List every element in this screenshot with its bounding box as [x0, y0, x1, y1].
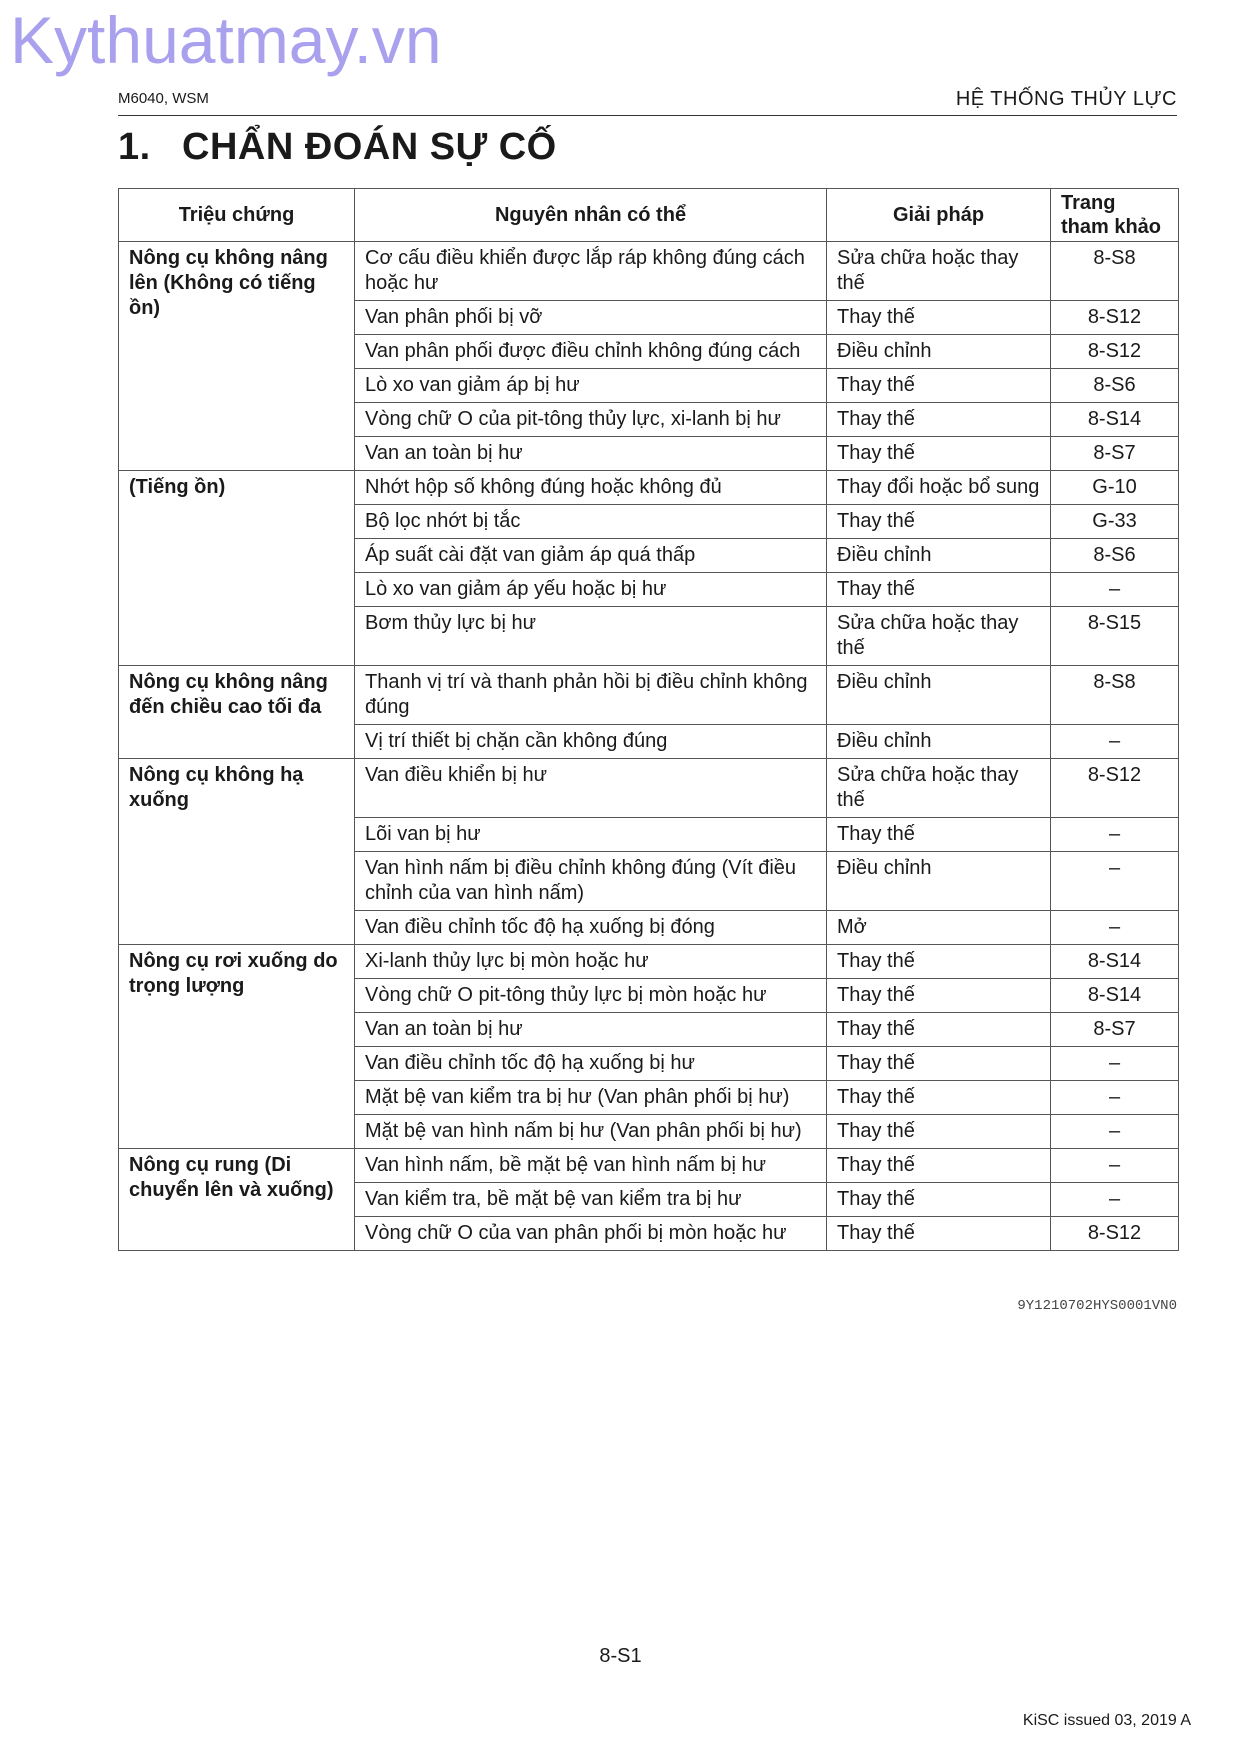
cause-cell: Lõi van bị hư	[355, 818, 827, 852]
page-number: 8-S1	[599, 1645, 642, 1667]
table-row	[119, 945, 1179, 979]
cause-cell: Xi-lanh thủy lực bị mòn hoặc hư	[355, 945, 827, 979]
symptom-cell: Nông cụ không nâng đến chiều cao tối đa	[119, 666, 355, 759]
solution-cell: Điều chỉnh	[827, 852, 1051, 911]
header-solution: Giải pháp	[827, 189, 1051, 242]
symptom-cell: Nông cụ rơi xuống do trọng lượng	[119, 945, 355, 1149]
cause-cell: Bộ lọc nhớt bị tắc	[355, 505, 827, 539]
solution-cell: Thay đổi hoặc bổ sung	[827, 471, 1051, 505]
table-header-row	[119, 189, 1179, 242]
table-row	[119, 242, 1179, 301]
document-code: 9Y1210702HYS0001VN0	[1017, 1298, 1177, 1314]
solution-cell: Thay thế	[827, 979, 1051, 1013]
footer-issue: KiSC issued 03, 2019 A	[1022, 1712, 1191, 1729]
solution-cell: Điều chỉnh	[827, 539, 1051, 573]
cause-cell: Vòng chữ O của pit-tông thủy lực, xi-lanh bị hư	[355, 403, 827, 437]
cause-cell: Van hình nấm bị điều chỉnh không đúng (Vít điều chỉnh của van hình nấm)	[355, 852, 827, 911]
reference-cell: 8-S8	[1051, 666, 1179, 725]
cause-cell: Van an toàn bị hư	[355, 437, 827, 471]
solution-cell: Sửa chữa hoặc thay thế	[827, 242, 1051, 301]
reference-cell: 8-S6	[1051, 369, 1179, 403]
solution-cell: Sửa chữa hoặc thay thế	[827, 759, 1051, 818]
cause-cell: Vòng chữ O của van phân phối bị mòn hoặc hư	[355, 1217, 827, 1251]
cause-cell: Lò xo van giảm áp bị hư	[355, 369, 827, 403]
reference-cell: 8-S15	[1051, 607, 1179, 666]
page-title	[118, 126, 557, 169]
cause-cell: Van phân phối được điều chỉnh không đúng cách	[355, 335, 827, 369]
reference-cell: 8-S12	[1051, 759, 1179, 818]
solution-cell: Thay thế	[827, 1217, 1051, 1251]
table-row	[119, 666, 1179, 725]
symptom-cell: Nông cụ không nâng lên (Không có tiếng ồn)	[119, 242, 355, 471]
cause-cell: Áp suất cài đặt van giảm áp quá thấp	[355, 539, 827, 573]
cause-cell: Van hình nấm, bề mặt bệ van hình nấm bị hư	[355, 1149, 827, 1183]
solution-cell: Thay thế	[827, 1115, 1051, 1149]
reference-cell: G-10	[1051, 471, 1179, 505]
reference-cell: 8-S12	[1051, 301, 1179, 335]
cause-cell: Thanh vị trí và thanh phản hồi bị điều chỉnh không đúng	[355, 666, 827, 725]
solution-cell: Thay thế	[827, 945, 1051, 979]
solution-cell: Thay thế	[827, 1183, 1051, 1217]
symptom-cell: Nông cụ rung (Di chuyển lên và xuống)	[119, 1149, 355, 1251]
table-body	[119, 242, 1179, 1251]
title-text: CHẨN ĐOÁN SỰ CỐ	[182, 126, 557, 168]
reference-cell: 8-S12	[1051, 1217, 1179, 1251]
reference-cell: –	[1051, 573, 1179, 607]
reference-cell: –	[1051, 852, 1179, 911]
cause-cell: Vị trí thiết bị chặn cần không đúng	[355, 725, 827, 759]
reference-cell: –	[1051, 725, 1179, 759]
reference-cell: 8-S6	[1051, 539, 1179, 573]
solution-cell: Thay thế	[827, 1047, 1051, 1081]
cause-cell: Van phân phối bị vỡ	[355, 301, 827, 335]
cause-cell: Nhớt hộp số không đúng hoặc không đủ	[355, 471, 827, 505]
solution-cell: Thay thế	[827, 301, 1051, 335]
reference-cell: 8-S14	[1051, 979, 1179, 1013]
header-symptom: Triệu chứng	[119, 189, 355, 242]
header-divider	[118, 115, 1177, 116]
symptom-cell: (Tiếng ồn)	[119, 471, 355, 666]
cause-cell: Van an toàn bị hư	[355, 1013, 827, 1047]
solution-cell: Điều chỉnh	[827, 335, 1051, 369]
cause-cell: Lò xo van giảm áp yếu hoặc bị hư	[355, 573, 827, 607]
solution-cell: Thay thế	[827, 369, 1051, 403]
table-row	[119, 1149, 1179, 1183]
reference-cell: G-33	[1051, 505, 1179, 539]
watermark-logo: Kythuatmay.vn	[10, 3, 442, 77]
reference-cell: –	[1051, 911, 1179, 945]
solution-cell: Thay thế	[827, 818, 1051, 852]
solution-cell: Thay thế	[827, 1081, 1051, 1115]
solution-cell: Mở	[827, 911, 1051, 945]
reference-cell: 8-S14	[1051, 403, 1179, 437]
cause-cell: Mặt bệ van kiểm tra bị hư (Van phân phối bị hư)	[355, 1081, 827, 1115]
troubleshooting-table	[118, 188, 1179, 1251]
header-reference: Trang tham khảo	[1051, 189, 1179, 242]
solution-cell: Điều chỉnh	[827, 666, 1051, 725]
header-model: M6040, WSM	[118, 90, 209, 107]
solution-cell: Điều chỉnh	[827, 725, 1051, 759]
reference-cell: 8-S7	[1051, 1013, 1179, 1047]
solution-cell: Thay thế	[827, 403, 1051, 437]
cause-cell: Van điều chỉnh tốc độ hạ xuống bị hư	[355, 1047, 827, 1081]
reference-cell: –	[1051, 1115, 1179, 1149]
solution-cell: Thay thế	[827, 1149, 1051, 1183]
reference-cell: 8-S7	[1051, 437, 1179, 471]
header-section: HỆ THỐNG THỦY LỰC	[955, 88, 1177, 110]
cause-cell: Bơm thủy lực bị hư	[355, 607, 827, 666]
solution-cell: Sửa chữa hoặc thay thế	[827, 607, 1051, 666]
title-number: 1.	[118, 126, 151, 168]
solution-cell: Thay thế	[827, 573, 1051, 607]
reference-cell: –	[1051, 1149, 1179, 1183]
reference-cell: –	[1051, 1047, 1179, 1081]
reference-cell: 8-S12	[1051, 335, 1179, 369]
cause-cell: Cơ cấu điều khiển được lắp ráp không đúng cách hoặc hư	[355, 242, 827, 301]
reference-cell: –	[1051, 818, 1179, 852]
reference-cell: –	[1051, 1183, 1179, 1217]
cause-cell: Vòng chữ O pit-tông thủy lực bị mòn hoặc hư	[355, 979, 827, 1013]
cause-cell: Van kiểm tra, bề mặt bệ van kiểm tra bị hư	[355, 1183, 827, 1217]
cause-cell: Mặt bệ van hình nấm bị hư (Van phân phối bị hư)	[355, 1115, 827, 1149]
reference-cell: 8-S14	[1051, 945, 1179, 979]
solution-cell: Thay thế	[827, 505, 1051, 539]
cause-cell: Van điều chỉnh tốc độ hạ xuống bị đóng	[355, 911, 827, 945]
cause-cell: Van điều khiển bị hư	[355, 759, 827, 818]
reference-cell: 8-S8	[1051, 242, 1179, 301]
table-row	[119, 759, 1179, 818]
table-row	[119, 471, 1179, 505]
solution-cell: Thay thế	[827, 437, 1051, 471]
header-cause: Nguyên nhân có thể	[355, 189, 827, 242]
symptom-cell: Nông cụ không hạ xuống	[119, 759, 355, 945]
reference-cell: –	[1051, 1081, 1179, 1115]
solution-cell: Thay thế	[827, 1013, 1051, 1047]
